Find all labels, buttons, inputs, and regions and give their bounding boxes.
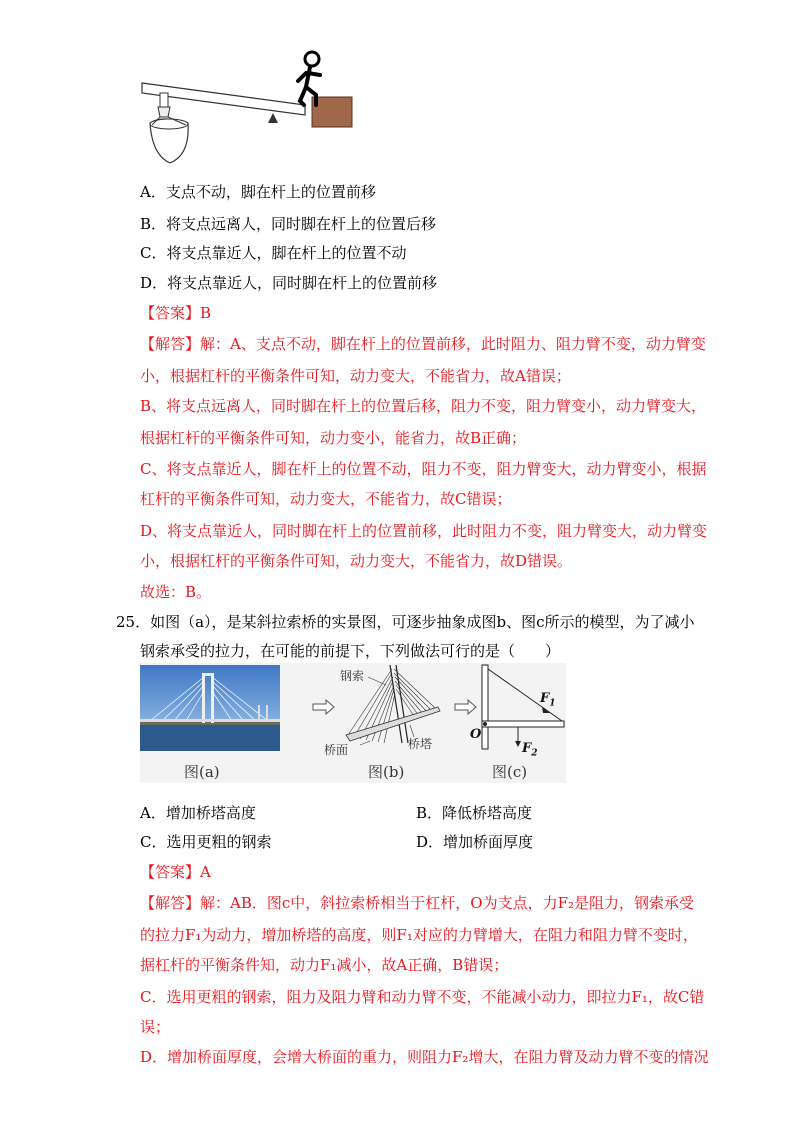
answer-value: B	[200, 304, 212, 322]
answer-line	[140, 303, 211, 323]
force-f2	[522, 741, 538, 759]
option-b: B．将支点远离人，同时脚在杆上的位置后移	[140, 215, 437, 233]
option-a: A．支点不动，脚在杆上的位置前移	[140, 183, 376, 201]
bridge-model-c	[470, 663, 566, 763]
q25-analysis-text: 解：AB．图c中，斜拉索桥相当于杠杆，O为支点，力F₂是阻力，钢索承受	[200, 894, 694, 912]
f2-letter: F	[522, 741, 532, 756]
question-25-stem: 25．如图（a），是某斜拉索桥的实景图，可逐步抽象成图b、图c所示的模型，为了减小	[116, 613, 695, 631]
q25-answer-value: A	[200, 863, 211, 881]
label-c: 图(c)	[492, 763, 528, 781]
analysis-line-2: 小，根据杠杆的平衡条件可知，动力变大，不能省力，故A错误；	[140, 367, 571, 385]
label-a: 图(a)	[184, 763, 220, 781]
bridge-figure	[140, 663, 566, 783]
bridge-photo	[140, 665, 280, 751]
analysis-line-1	[140, 334, 706, 354]
tower-label: 桥塔	[408, 737, 433, 751]
q25-option-c: C．选用更粗的钢索	[140, 833, 272, 851]
analysis-line-7: D、将支点靠近人，同时脚在杆上的位置前移，此时阻力不变，阻力臂变大，动力臂变	[140, 522, 708, 540]
question-25-stem-2: 钢索承受的拉力，在可能的前提下，下列做法可行的是（ ）	[140, 642, 561, 660]
q25-analysis-line-1	[140, 893, 694, 913]
q25-answer-tag: 【答案】	[140, 863, 201, 881]
option-c: C．将支点靠近人，脚在杆上的位置不动	[140, 244, 407, 262]
q25-analysis-line-6: D．增加桥面厚度，会增大桥面的重力，则阻力F₂增大，在阻力臂及动力臂不变的情况	[140, 1048, 709, 1066]
q25-option-d: D．增加桥面厚度	[416, 833, 534, 851]
q25-analysis-line-5: 误；	[140, 1018, 171, 1036]
analysis-text: 解：A、支点不动，脚在杆上的位置前移，此时阻力、阻力臂不变，动力臂变	[200, 335, 706, 353]
q25-answer-line	[140, 862, 211, 882]
lever-figure	[140, 45, 355, 165]
label-b: 图(b)	[368, 763, 405, 781]
analysis-line-6: 杠杆的平衡条件可知，动力变大，不能省力，故C错误；	[140, 490, 512, 508]
q25-option-b: B．降低桥塔高度	[416, 804, 533, 822]
analysis-line-8: 小，根据杠杆的平衡条件可知，动力变大，不能省力，故D错误。	[140, 552, 573, 570]
f1-letter: F	[540, 691, 550, 706]
cable-label: 钢索	[340, 669, 365, 683]
analysis-tag: 【解答】	[140, 335, 201, 353]
q25-option-a: A．增加桥塔高度	[140, 804, 256, 822]
f1-sub: 1	[549, 698, 556, 709]
analysis-line-5: C、将支点靠近人，脚在杆上的位置不动，阻力不变，阻力臂变大，动力臂变小，根据	[140, 460, 707, 478]
arrow-right-icon	[312, 699, 336, 715]
q25-analysis-tag: 【解答】	[140, 894, 201, 912]
answer-tag: 【答案】	[140, 304, 201, 322]
q25-analysis-line-4: C．选用更粗的钢索，阻力及阻力臂和动力臂不变，不能减小动力，即拉力F₁，故C错	[140, 988, 705, 1006]
option-d: D．将支点靠近人，同时脚在杆上的位置前移	[140, 274, 438, 292]
f2-sub: 2	[531, 748, 538, 759]
q25-analysis-line-2: 的拉力F₁为动力，增加桥塔的高度，则F₁对应的力臂增大，在阻力和阻力臂不变时，	[140, 926, 698, 944]
force-f1	[540, 691, 556, 709]
conclusion: 故选：B。	[140, 583, 212, 601]
analysis-line-4: 根据杠杆的平衡条件可知，动力变小，能省力，故B正确；	[140, 429, 527, 447]
deck-label: 桥面	[324, 743, 349, 757]
analysis-line-3: B、将支点远离人，同时脚在杆上的位置后移，阻力不变，阻力臂变小，动力臂变大，	[140, 397, 707, 415]
point-o: O	[470, 727, 482, 742]
q25-analysis-line-3: 据杠杆的平衡条件知，动力F₁减小，故A正确，B错误；	[140, 956, 509, 974]
